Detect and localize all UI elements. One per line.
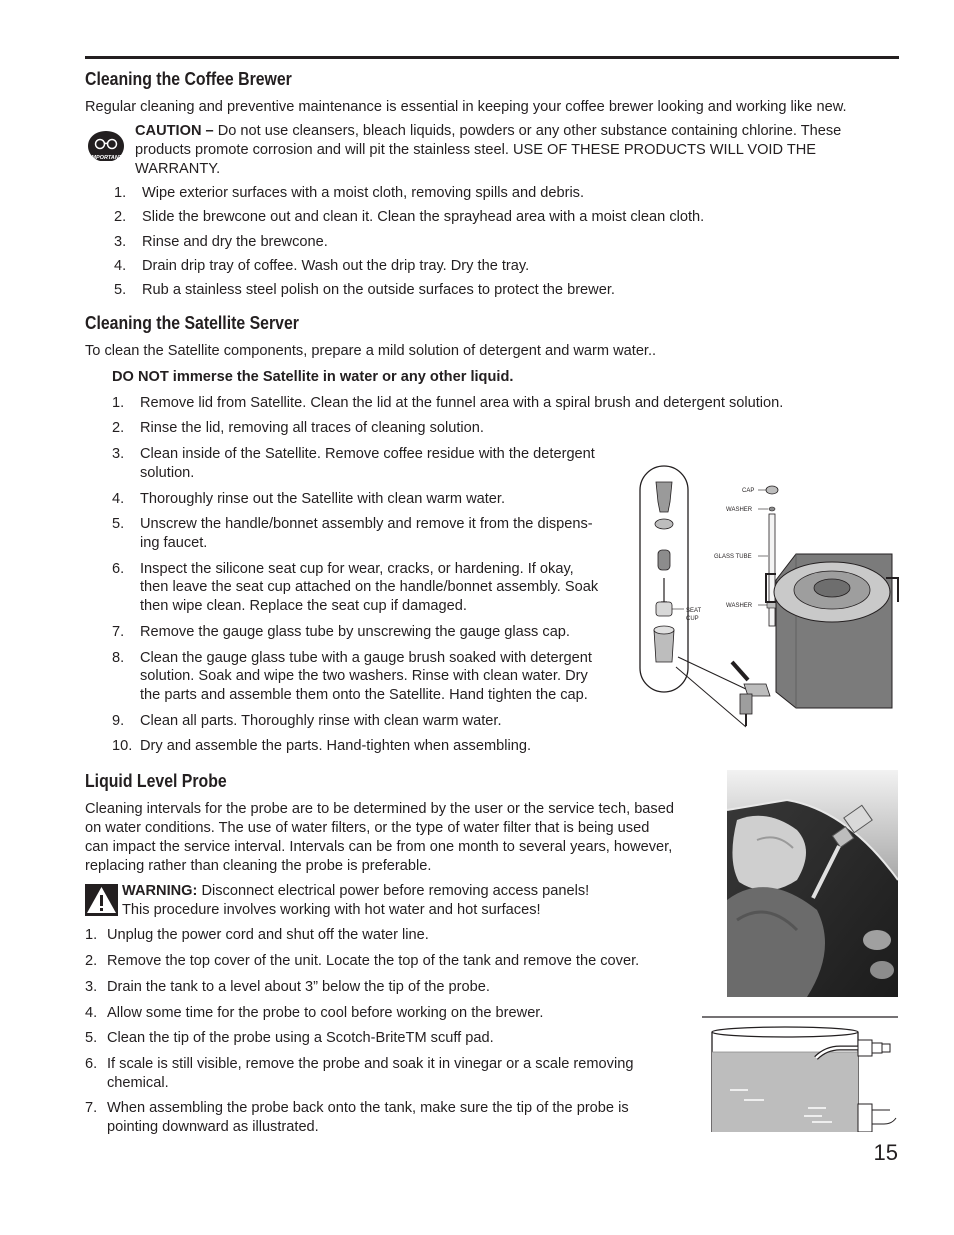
probe-intro-line1: Cleaning intervals for the probe are to be determined by the user or the service tech, based [85, 801, 674, 817]
brewer-step-4: Drain drip tray of coffee. Wash out the drip tray. Dry the tray. [142, 258, 530, 274]
warning-icon [85, 884, 118, 916]
cap-label: CAP [742, 488, 755, 494]
probe-warning-line1 [122, 882, 589, 901]
probe-step-7-line1: When assembling the probe back onto the tank, make sure the tip of the probe is [107, 1100, 629, 1116]
probe-tank-diagram [700, 1012, 900, 1132]
satellite-step-6-line1: Inspect the silicone seat cup for wear, cracks, or hardening. If okay, [140, 561, 574, 577]
satellite-step-7-number: 7. [112, 624, 125, 640]
satellite-intro: To clean the Satellite components, prepare a mild solution of detergent and warm water.. [85, 343, 657, 359]
probe-step-1: Unplug the power cord and shut off the water line. [107, 927, 429, 943]
probe-step-5-number: 5. [85, 1030, 98, 1046]
brewer-step-5-number: 5. [114, 282, 127, 298]
satellite-step-1-number: 1. [112, 395, 125, 411]
brewer-intro: Regular cleaning and preventive maintenance is essential in keeping your coffee brewer looking and working like new. [85, 99, 847, 115]
probe-step-3-number: 3. [85, 979, 98, 995]
probe-step-6-line2: chemical. [107, 1075, 169, 1091]
satellite-step-8-line3: the parts and assemble them onto the Satellite. Hand tighten the cap. [140, 687, 588, 703]
brewer-step-1-number: 1. [114, 185, 127, 201]
seat-label: SEAT [686, 608, 702, 614]
satellite-step-2-number: 2. [112, 420, 125, 436]
probe-intro-line2: on water conditions. The use of water filters, or the type of water filter that is being used [85, 820, 650, 836]
probe-warning-label: WARNING: [122, 883, 198, 899]
caution-line3: WARRANTY. [135, 161, 221, 177]
brewer-step-2-number: 2. [114, 209, 127, 225]
probe-warning-line2: This procedure involves working with hot water and hot surfaces! [122, 902, 541, 918]
washer-bottom-label: WASHER [726, 603, 753, 609]
satellite-step-6-line3: then wipe clean. Replace the seat cup if damaged. [140, 598, 467, 614]
washer-top-label: WASHER [726, 507, 753, 513]
probe-step-1-number: 1. [85, 927, 98, 943]
glass-tube-label: GLASS TUBE [714, 554, 752, 560]
satellite-step-5-number: 5. [112, 516, 125, 532]
satellite-step-9-number: 9. [112, 713, 125, 729]
satellite-step-8-line1: Clean the gauge glass tube with a gauge brush soaked with detergent [140, 650, 592, 666]
important-icon-label: IMPORTANT [89, 155, 123, 161]
satellite-step-1: Remove lid from Satellite. Clean the lid at the funnel area with a spiral brush and detergent solution. [140, 395, 784, 411]
satellite-step-9: Clean all parts. Thoroughly rinse with clean warm water. [140, 713, 502, 729]
caution-line1: Do not use cleansers, bleach liquids, powders or any other substance containing chlorine. These [217, 123, 842, 139]
satellite-step-10-number: 10. [112, 738, 133, 754]
brewer-step-1: Wipe exterior surfaces with a moist cloth, removing spills and debris. [142, 185, 585, 201]
probe-step-4: Allow some time for the probe to cool before working on the brewer. [107, 1005, 544, 1021]
probe-step-3: Drain the tank to a level about 3” below the tip of the probe. [107, 979, 490, 995]
brewer-step-3-number: 3. [114, 234, 127, 250]
satellite-heading: Cleaning the Satellite Server [85, 313, 299, 333]
probe-step-6-number: 6. [85, 1056, 98, 1072]
brewer-step-3: Rinse and dry the brewcone. [142, 234, 328, 250]
probe-intro-line3: can impact the service interval. Intervals can be from one month to several years, however, [85, 839, 673, 855]
page-number: 15 [873, 1140, 898, 1165]
probe-step-5: Clean the tip of the probe using a Scotch-BriteTM scuff pad. [107, 1030, 494, 1046]
satellite-diagram [636, 462, 900, 734]
brewer-step-2: Slide the brewcone out and clean it. Clean the sprayhead area with a moist clean cloth. [142, 209, 705, 225]
satellite-step-5-line1: Unscrew the handle/bonnet assembly and remove it from the dispens- [140, 516, 593, 532]
probe-step-6-line1: If scale is still visible, remove the probe and soak it in vinegar or a scale removing [107, 1056, 634, 1072]
probe-step-2-number: 2. [85, 953, 98, 969]
satellite-step-3-line2: solution. [140, 465, 195, 481]
cup-label: CUP [686, 616, 699, 622]
satellite-step-10: Dry and assemble the parts. Hand-tighten when assembling. [140, 738, 531, 754]
brewer-step-5: Rub a stainless steel polish on the outside surfaces to protect the brewer. [142, 282, 615, 298]
probe-step-7-number: 7. [85, 1100, 98, 1116]
satellite-step-4-number: 4. [112, 491, 125, 507]
satellite-step-6-line2: then leave the seat cup attached on the handle/bonnet assembly. Soak [140, 579, 599, 595]
satellite-step-7: Remove the gauge glass tube by unscrewing the gauge glass cap. [140, 624, 570, 640]
satellite-step-4: Thoroughly rinse out the Satellite with clean warm water. [140, 491, 506, 507]
caution-label: CAUTION – [135, 123, 214, 139]
satellite-step-6-number: 6. [112, 561, 125, 577]
probe-warning-l1: Disconnect electrical power before removing access panels! [201, 883, 590, 899]
important-icon [86, 129, 126, 165]
probe-heading: Liquid Level Probe [85, 771, 227, 791]
caution-text-line1 [135, 122, 841, 141]
top-rule [85, 56, 899, 59]
satellite-step-2: Rinse the lid, removing all traces of cleaning solution. [140, 420, 484, 436]
caution-line2: products promote corrosion and will pit the stainless steel. USE OF THESE PRODUCTS WILL VOID THE [135, 142, 817, 158]
satellite-warning: DO NOT immerse the Satellite in water or any other liquid. [112, 369, 514, 385]
probe-step-4-number: 4. [85, 1005, 98, 1021]
probe-cleaning-photo [727, 770, 898, 997]
probe-step-2: Remove the top cover of the unit. Locate the top of the tank and remove the cover. [107, 953, 640, 969]
brewer-step-4-number: 4. [114, 258, 127, 274]
satellite-step-8-line2: solution. Soak and wipe the two washers. Rinse with clean water. Dry [140, 668, 588, 684]
brewer-heading: Cleaning the Coffee Brewer [85, 69, 292, 89]
probe-intro-line4: replacing rather than cleaning the probe is preferable. [85, 858, 432, 874]
satellite-step-3-number: 3. [112, 446, 125, 462]
satellite-step-8-number: 8. [112, 650, 125, 666]
probe-step-7-line2: pointing downward as illustrated. [107, 1119, 319, 1135]
satellite-step-3-line1: Clean inside of the Satellite. Remove coffee residue with the detergent [140, 446, 595, 462]
satellite-step-5-line2: ing faucet. [140, 535, 208, 551]
